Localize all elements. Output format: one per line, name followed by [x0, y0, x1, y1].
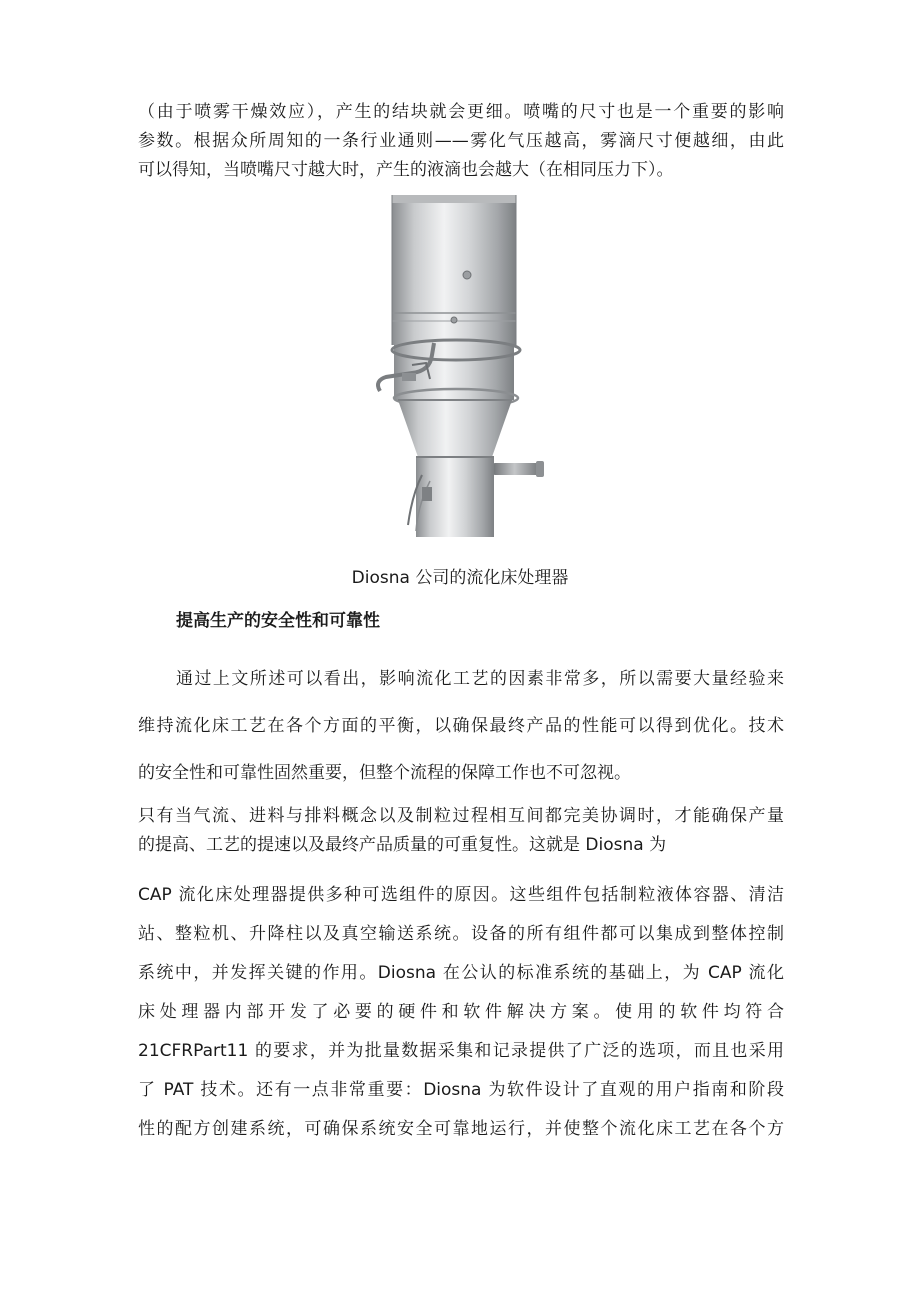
- text-line: 参数。根据众所周知的一条行业通则——雾化气压越高，雾滴尺寸便越细，由此: [138, 131, 784, 151]
- text-line: （由于喷雾干燥效应），产生的结块就会更细。喷嘴的尺寸也是一个重要的影响: [138, 102, 784, 122]
- paragraph-cap-components: [138, 876, 784, 1149]
- text-line: 维持流化床工艺在各个方面的平衡，以确保最终产品的性能可以得到优化。技术: [138, 716, 784, 736]
- figure-caption: Diosna 公司的流化床处理器: [351, 568, 569, 588]
- text-line: 21CFRPart11 的要求，并为批量数据采集和记录提供了广泛的选项，而且也采用: [138, 1041, 784, 1061]
- text-line: CAP 流化床处理器提供多种可选组件的原因。这些组件包括制粒液体容器、清洁: [138, 885, 784, 905]
- paragraph-process-factors: [138, 656, 784, 797]
- text-line: 通过上文所述可以看出，影响流化工艺的因素非常多，所以需要大量经验来: [176, 669, 784, 689]
- text-line: 可以得知，当喷嘴尺寸越大时，产生的液滴也会越大（在相同压力下）。: [138, 160, 674, 180]
- text-line: 床处理器内部开发了必要的硬件和软件解决方案。使用的软件均符合: [138, 1002, 784, 1022]
- text-line: 站、整粒机、升降柱以及真空输送系统。设备的所有组件都可以集成到整体控制: [138, 924, 784, 944]
- text-line: 性的配方创建系统，可确保系统安全可靠地运行，并使整个流化床工艺在各个方: [138, 1119, 784, 1139]
- section-heading: 提高生产的安全性和可靠性: [176, 611, 380, 631]
- fluid-bed-processor-photo: [372, 195, 550, 537]
- text-line: 了 PAT 技术。还有一点非常重要：Diosna 为软件设计了直观的用户指南和阶段: [138, 1080, 784, 1100]
- text-line: 系统中，并发挥关键的作用。Diosna 在公认的标准系统的基础上，为 CAP 流化: [138, 963, 784, 983]
- paragraph-coordination: [138, 802, 784, 860]
- text-line: 的提高、工艺的提速以及最终产品质量的可重复性。这就是 Diosna 为: [138, 835, 667, 855]
- text-line: 的安全性和可靠性固然重要，但整个流程的保障工作也不可忽视。: [138, 763, 631, 783]
- text-line: 只有当气流、进料与排料概念以及制粒过程相互间都完美协调时，才能确保产量: [138, 806, 784, 826]
- paragraph-nozzle: [138, 98, 784, 185]
